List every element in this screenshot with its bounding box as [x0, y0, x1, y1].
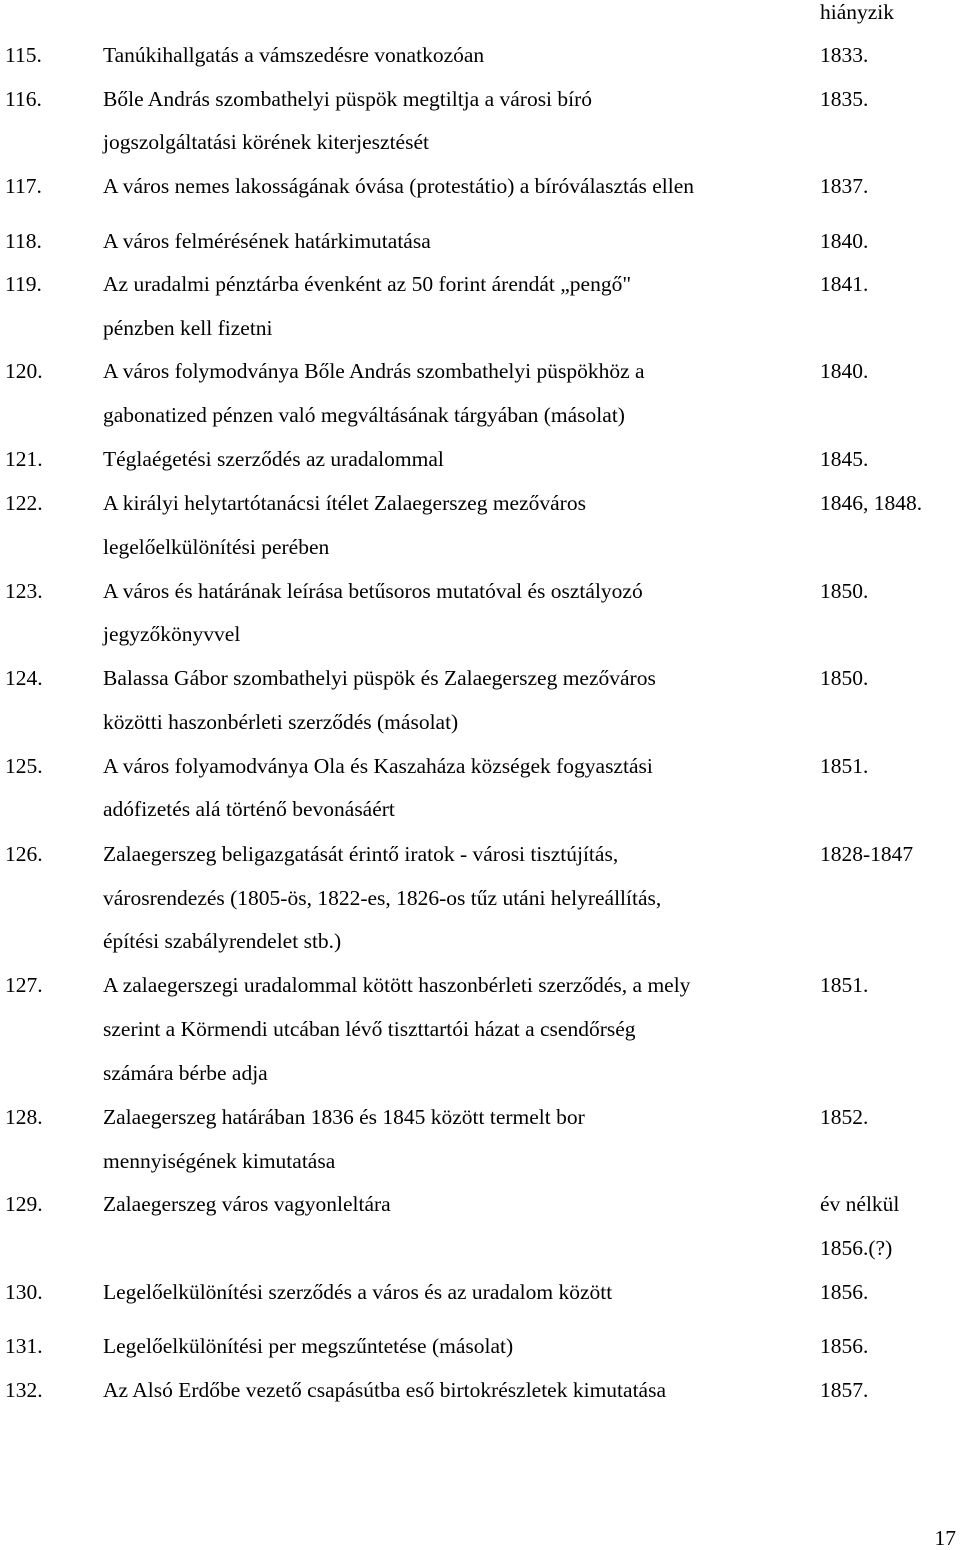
entry-title-continued: mennyiségének kimutatása: [103, 1149, 336, 1173]
entry-title: A királyi helytartótanácsi ítélet Zalaegerszeg mezőváros: [103, 491, 586, 515]
entry-number: 117.: [5, 174, 42, 198]
entry-title: Zalaegerszeg határában 1836 és 1845 között termelt bor: [103, 1105, 585, 1129]
entry-year: 1837.: [820, 174, 869, 198]
entry-year: 1828-1847: [820, 842, 914, 866]
entry-title: Legelőelkülönítési per megszűntetése (másolat): [103, 1334, 514, 1358]
entry-number: 118.: [5, 229, 42, 253]
entry-number: 115.: [5, 43, 42, 67]
entry-number: 126.: [5, 842, 43, 866]
entry-title-continued: szerint a Körmendi utcában lévő tiszttartói házat a csendőrség: [103, 1017, 636, 1041]
header-note: hiányzik: [820, 0, 895, 24]
entry-title-continued: jegyzőkönyvvel: [103, 622, 241, 646]
entry-title: Téglaégetési szerződés az uradalommal: [103, 447, 444, 471]
entry-number: 129.: [5, 1192, 43, 1216]
entry-title: Balassa Gábor szombathelyi püspök és Zalaegerszeg mezőváros: [103, 666, 656, 690]
entry-title: Tanúkihallgatás a vámszedésre vonatkozóan: [103, 43, 485, 67]
entry-title: Az uradalmi pénztárba évenként az 50 forint árendát „pengő": [103, 272, 632, 296]
entry-year: év nélkül: [820, 1192, 900, 1216]
entry-year: 1850.: [820, 579, 869, 603]
entry-title: Zalaegerszeg beligazgatását érintő iratok - városi tisztújítás,: [103, 842, 619, 866]
entry-title-continued: számára bérbe adja: [103, 1061, 268, 1085]
entry-year: 1846, 1848.: [820, 491, 923, 515]
entry-number: 132.: [5, 1378, 43, 1402]
entry-year: 1835.: [820, 87, 869, 111]
entry-year: 1841.: [820, 272, 869, 296]
entry-number: 122.: [5, 491, 43, 515]
entry-title-continued: pénzben kell fizetni: [103, 316, 273, 340]
entry-title: A város felmérésének határkimutatása: [103, 229, 431, 253]
entry-number: 120.: [5, 359, 43, 383]
entry-title-continued: gabonatized pénzen való megváltásának tárgyában (másolat): [103, 403, 625, 427]
entry-title-continued: városrendezés (1805-ös, 1822-es, 1826-os tűz utáni helyreállítás,: [103, 886, 662, 910]
entry-number: 128.: [5, 1105, 43, 1129]
entry-number: 119.: [5, 272, 42, 296]
entry-year: 1852.: [820, 1105, 869, 1129]
entry-year: 1857.: [820, 1378, 869, 1402]
entry-number: 124.: [5, 666, 43, 690]
entry-title: A zalaegerszegi uradalommal kötött haszonbérleti szerződés, a mely: [103, 973, 691, 997]
entry-number: 125.: [5, 754, 43, 778]
entry-title: A város nemes lakosságának óvása (protestátio) a bíróválasztás ellen: [103, 174, 695, 198]
entry-title: A város és határának leírása betűsoros mutatóval és osztályozó: [103, 579, 643, 603]
entry-number: 121.: [5, 447, 43, 471]
entry-year: 1850.: [820, 666, 869, 690]
entry-year: 1840.: [820, 359, 869, 383]
page-number: 17: [934, 1526, 956, 1550]
entry-title: Zalaegerszeg város vagyonleltára: [103, 1192, 391, 1216]
entry-title-continued: adófizetés alá történő bevonásáért: [103, 797, 395, 821]
entry-number: 123.: [5, 579, 43, 603]
entry-number: 131.: [5, 1334, 43, 1358]
entry-year: 1840.: [820, 229, 869, 253]
entry-title-continued: jogszolgáltatási körének kiterjesztését: [103, 130, 429, 154]
entry-title-continued: közötti haszonbérleti szerződés (másolat): [103, 710, 459, 734]
entry-number: 116.: [5, 87, 42, 111]
entry-title: A város folymodványa Bőle András szombathelyi püspökhöz a: [103, 359, 645, 383]
entry-year: 1845.: [820, 447, 869, 471]
entry-year: 1856.: [820, 1334, 869, 1358]
entry-title: A város folyamodványa Ola és Kaszaháza községek fogyasztási: [103, 754, 653, 778]
entry-year: 1833.: [820, 43, 869, 67]
entry-title: Bőle András szombathelyi püspök megtiltja a városi bíró: [103, 87, 593, 111]
entry-number: 130.: [5, 1280, 43, 1304]
entry-year: 1856.: [820, 1280, 869, 1304]
entry-year: 1851.: [820, 973, 869, 997]
entry-title: Az Alsó Erdőbe vezető csapásútba eső birtokrészletek kimutatása: [103, 1378, 666, 1402]
entry-title-continued: legelőelkülönítési perében: [103, 535, 330, 559]
entry-year: 1851.: [820, 754, 869, 778]
entry-title-continued: építési szabályrendelet stb.): [103, 929, 342, 953]
entry-number: 127.: [5, 973, 43, 997]
entry-title: Legelőelkülönítési szerződés a város és az uradalom között: [103, 1280, 613, 1304]
entry-year-alternate: 1856.(?): [820, 1236, 893, 1260]
